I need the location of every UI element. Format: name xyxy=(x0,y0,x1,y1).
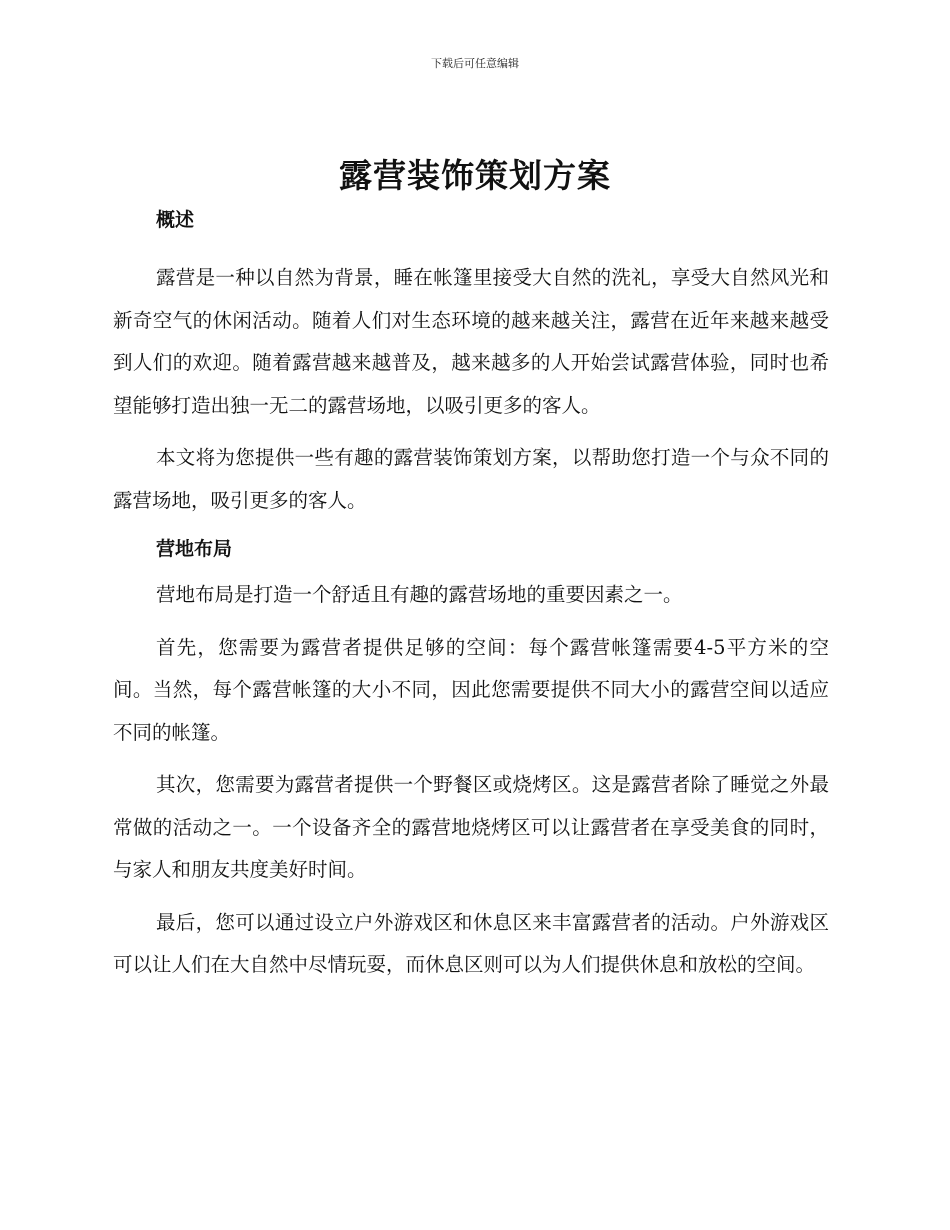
paragraph: 营地布局是打造一个舒适且有趣的露营场地的重要因素之一。 xyxy=(156,583,683,606)
document-title: 露营装饰策划方案 xyxy=(339,156,611,195)
section-heading-overview: 概述 xyxy=(156,209,195,231)
paragraph: 本文将为您提供一些有趣的露营装饰策划方案，以帮助您打造一个与众不同的露营场地，吸引更多的客人。 xyxy=(113,446,829,512)
paragraph: 其次，您需要为露营者提供一个野餐区或烧烤区。这是露营者除了睡觉之外最常做的活动之一。一个设备齐全的露营地烧烤区可以让露营者在享受美食的同时，与家人和朋友共度美好时间。 xyxy=(113,773,829,881)
paragraph: 首先，您需要为露营者提供足够的空间：每个露营帐篷需要4-5平方米的空间。当然，每个露营帐篷的大小不同，因此您需要提供不同大小的露营空间以适应不同的帐篷。 xyxy=(113,635,829,744)
document-body xyxy=(113,203,829,997)
header-note: 下载后可任意编辑 xyxy=(431,57,519,70)
paragraph: 最后，您可以通过设立户外游戏区和休息区来丰富露营者的活动。户外游戏区可以让人们在大自然中尽情玩耍，而休息区则可以为人们提供休息和放松的空间。 xyxy=(113,910,829,976)
paragraph: 露营是一种以自然为背景，睡在帐篷里接受大自然的洗礼，享受大自然风光和新奇空气的休闲活动。随着人们对生态环境的越来越关注，露营在近年来越来越受到人们的欢迎。随着露营越来越普及，越来越多的人开始尝试露营体验，同时也希望能够打造出独一无二的露营场地，以吸引更多的客人。 xyxy=(113,266,829,417)
section-heading-camp-layout: 营地布局 xyxy=(156,538,233,560)
